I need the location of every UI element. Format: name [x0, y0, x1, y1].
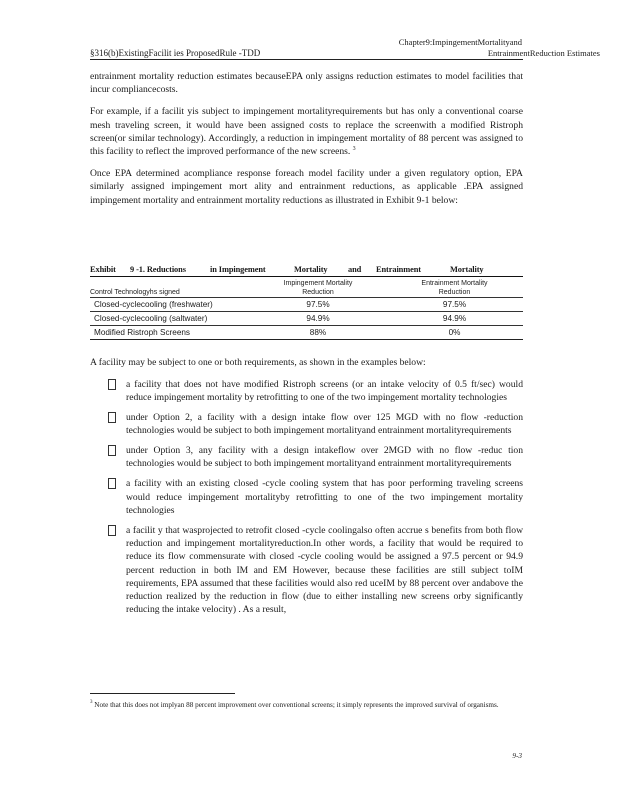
exhibit-title-part: Exhibit [90, 265, 116, 274]
cell-entrainment: 0% [386, 326, 523, 340]
exhibit-title-part: Mortality [294, 265, 328, 274]
list-item-text: a facilit y that wasprojected to retrofit closed -cycle coolingalso often accrue s benefits from both flow reduction and impingement mortalityreduction.In other words, a facility that would be required to reduce its flow commensurate with closed -cycle cooling would be assigned a 97.5 percent or 94.9 percent reduction in both IM and EM However, because these facilities are still subject toIM requirements, EPA assumed that these facilities would also red uceIM by 88 percent over andabove the reduction realized by the reduction in flow (due to either installing new screens orby significantly reducing the intake velocity) . As a result, [126, 524, 523, 616]
bullet-box-icon [108, 379, 116, 390]
cell-impingement: 94.9% [250, 312, 386, 326]
exhibit-top-rule [90, 276, 523, 277]
header-reduction-ent: Reduction [386, 289, 523, 298]
bullet-box-icon [108, 445, 116, 456]
exhibit-title-part: 9 -1. Reductions [130, 265, 186, 274]
paragraph-3: Once EPA determined acompliance response foreach model facility under a given regulatory option, EPA similarly assigned impingement mort ality and entrainment reductions, as applicable .EPA assigned impingement mortality and entrainment mortality reductions as illustrated in Exhibit 9-1 below: [90, 168, 523, 206]
footnote-divider [90, 693, 235, 694]
table-row [90, 326, 523, 340]
body-text [90, 70, 523, 216]
paragraph-2 [90, 105, 523, 158]
table-row [90, 298, 523, 312]
footnote-text: Note that this does not implyan 88 percent improvement over conventional screens; it simply represents the improved survival of organisms. [94, 701, 499, 709]
header-blank [90, 280, 250, 289]
cell-entrainment: 94.9% [386, 312, 523, 326]
footnote-number: 3 [90, 700, 93, 705]
paragraph-2-text: For example, if a facilit yis subject to impingement mortalityrequirements but has only a conventional coarse mesh traveling screen, it would have been assigned costs to replace the screenwith a modified Ristroph screen(or similar technology). Accordingly, a reduction in impingement mortality of 88 percent was assigned to this facility to reflect the improved performance of the new screens. [90, 106, 523, 158]
cell-impingement: 97.5% [250, 298, 386, 312]
exhibit-title-part: and [348, 265, 362, 274]
cell-technology: Closed-cyclecooling (saltwater) [90, 312, 250, 326]
exhibit-title-part: Entrainment [376, 265, 421, 274]
cell-technology: Modified Ristroph Screens [90, 326, 250, 340]
exhibit-table [90, 280, 523, 340]
header-impingement-mortality: Impingement Mortality [283, 280, 353, 287]
header-divider [90, 59, 523, 60]
list-item [90, 524, 523, 617]
paragraph-1: entrainment mortality reduction estimates becauseEPA only assigns reduction estimates to model facilities that incur compliancecosts. [90, 71, 523, 96]
header-entrainment-mortality: Entrainment Mortality [421, 280, 488, 287]
list-item-text: a facility with an existing closed -cycle cooling system that has poor performing traveling screens would reduce impingement mortalityby retrofitting to one of the two impingement mortality technologies [126, 478, 523, 516]
running-header-left: §316(b)ExistingFacilit ies ProposedRule -TDD [90, 48, 261, 58]
header-chapter-line2: EntrainmentReduction Estimates [487, 48, 600, 58]
cell-technology: Closed-cyclecooling (freshwater) [90, 298, 250, 312]
list-item [90, 411, 523, 438]
footnote [90, 700, 523, 711]
examples-intro: A facility may be subject to one or both requirements, as shown in the examples below: [90, 357, 426, 368]
cell-impingement: 88% [250, 326, 386, 340]
header-chapter-line1: Chapter9:ImpingementMortalityand [398, 37, 522, 47]
list-item [90, 378, 523, 405]
list-item-text: a facility that does not have modified Ristroph screens (or an intake velocity of 0.5 ft/sec) would reduce impingement mortality by retrofitting to one of the two impingement mortality technologies [126, 379, 523, 404]
cell-entrainment: 97.5% [386, 298, 523, 312]
exhibit-title-part: in Impingement [210, 265, 266, 274]
list-item-text: under Option 2, a facility with a design intake flow over 125 MGD with no flow -reduction technologies would be subject to both impingement mortalityand entrainment mortalityrequirements [126, 412, 523, 437]
exhibit-title [90, 265, 523, 274]
examples-list [90, 378, 523, 623]
list-item [90, 444, 523, 471]
bullet-box-icon [108, 412, 116, 423]
header-reduction-imp: Reduction [250, 289, 386, 298]
bullet-box-icon [108, 478, 116, 489]
bullet-box-icon [108, 525, 116, 536]
footnote-ref[interactable]: 3 [352, 146, 356, 153]
list-item-text: under Option 3, any facility with a design intakeflow over 2MGD with no flow -reduc tion technologies would be subject to both impingement mortalityand entrainment mortalityrequirements [126, 445, 523, 470]
header-control-technology: Control Technologyhs signed [90, 289, 250, 298]
list-item [90, 477, 523, 517]
page-number: 9-3 [512, 752, 522, 760]
exhibit-title-part: Mortality [450, 265, 484, 274]
table-row [90, 312, 523, 326]
running-header-right [398, 37, 600, 59]
